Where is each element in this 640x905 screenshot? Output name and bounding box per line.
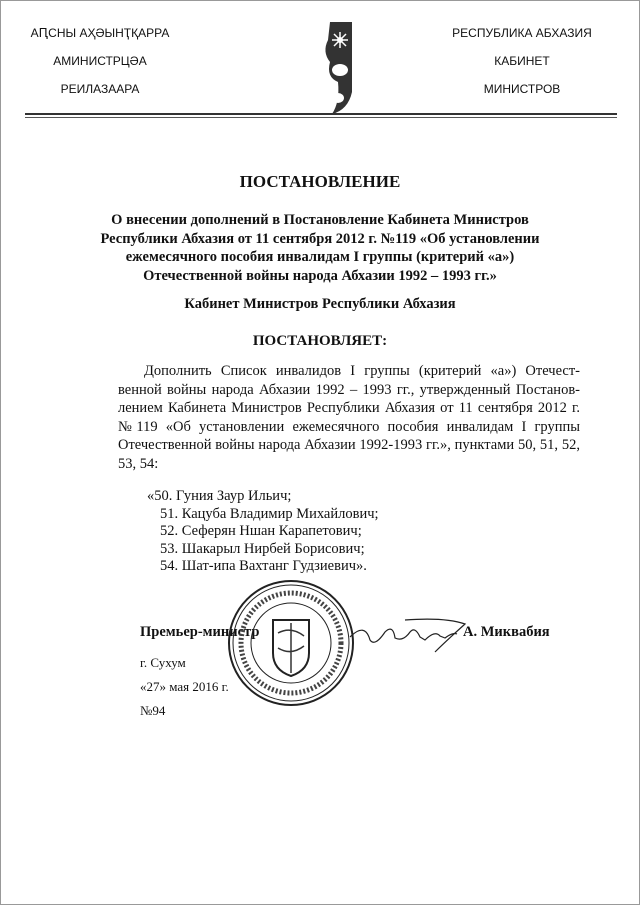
body-line: Отечественной войны народа Абхазии 1992-1993 гг.», пунктами 50, 51, 52, (118, 437, 580, 453)
header-divider (25, 117, 617, 118)
body-line: 53, 54: (118, 455, 159, 472)
list-item: «50. Гуния Заур Ильич; (147, 488, 292, 504)
list-item: 51. Кацуба Владимир Михайлович; (160, 505, 379, 522)
body-line: венной войны народа Абхазии 1992 – 1993 гг., утвержденный Постанов- (118, 381, 580, 398)
subtitle-line: ежемесячного пособия инвалидам I группы (критерий «а») (125, 249, 515, 265)
subtitle-line: Республики Абхазия от 11 сентября 2012 г. №119 «Об установлении (100, 230, 540, 247)
subtitle-line: Отечественной войны народа Абхазии 1992 – 1993 гг.» (143, 267, 497, 284)
header-right-line: РЕСПУБЛИКА АБХАЗИЯ (452, 26, 592, 40)
date: «27» мая 2016 г. (140, 679, 229, 694)
body-line: №119 «Об установлении ежемесячного пособия инвалидам I группы (118, 418, 580, 435)
official-stamp-icon (226, 578, 356, 708)
emblem-icon (318, 22, 352, 114)
document-title: ПОСТАНОВЛЕНИЕ (239, 172, 401, 191)
header-left-line: АԤСНЫ АҲӘЫНҬҚАРРА (30, 26, 170, 40)
list-item: 52. Сеферян Ншан Карапетович; (160, 523, 362, 539)
header-right-russian (422, 19, 622, 103)
header-right-line: МИНИСТРОВ (483, 82, 561, 96)
place: г. Сухум (140, 655, 186, 670)
document-number: №94 (140, 703, 166, 718)
issuer: Кабинет Министров Республики Абхазия (184, 296, 456, 312)
decrees-heading: ПОСТАНОВЛЯЕТ: (252, 333, 388, 349)
header-left-line: АМИНИСТРЦӘА (53, 54, 147, 68)
signatory-position: Премьер-министр (140, 624, 260, 640)
document-subtitle (0, 211, 640, 285)
body-line: лением Кабинета Министров Республики Абхазия от 11 сентября 2012 г. (118, 400, 580, 416)
disabled-persons-list (147, 488, 379, 576)
list-item: 54. Шат-ипа Вахтанг Гудзиевич». (160, 558, 367, 574)
body-paragraph (118, 362, 580, 473)
signatory-name: А. Миквабия (463, 624, 550, 640)
body-line: Дополнить Список инвалидов I группы (критерий «а») Отечест- (144, 363, 580, 379)
handwritten-signature (345, 612, 470, 657)
list-item: 53. Шакарыл Нирбей Борисович; (160, 540, 365, 557)
subtitle-line: О внесении дополнений в Постановление Кабинета Министров (111, 212, 529, 228)
header-left-abkhaz (0, 19, 200, 103)
header-divider (25, 113, 617, 115)
header-left-line: РЕИЛАЗААРА (60, 82, 140, 96)
header-right-line: КАБИНЕТ (494, 54, 550, 68)
